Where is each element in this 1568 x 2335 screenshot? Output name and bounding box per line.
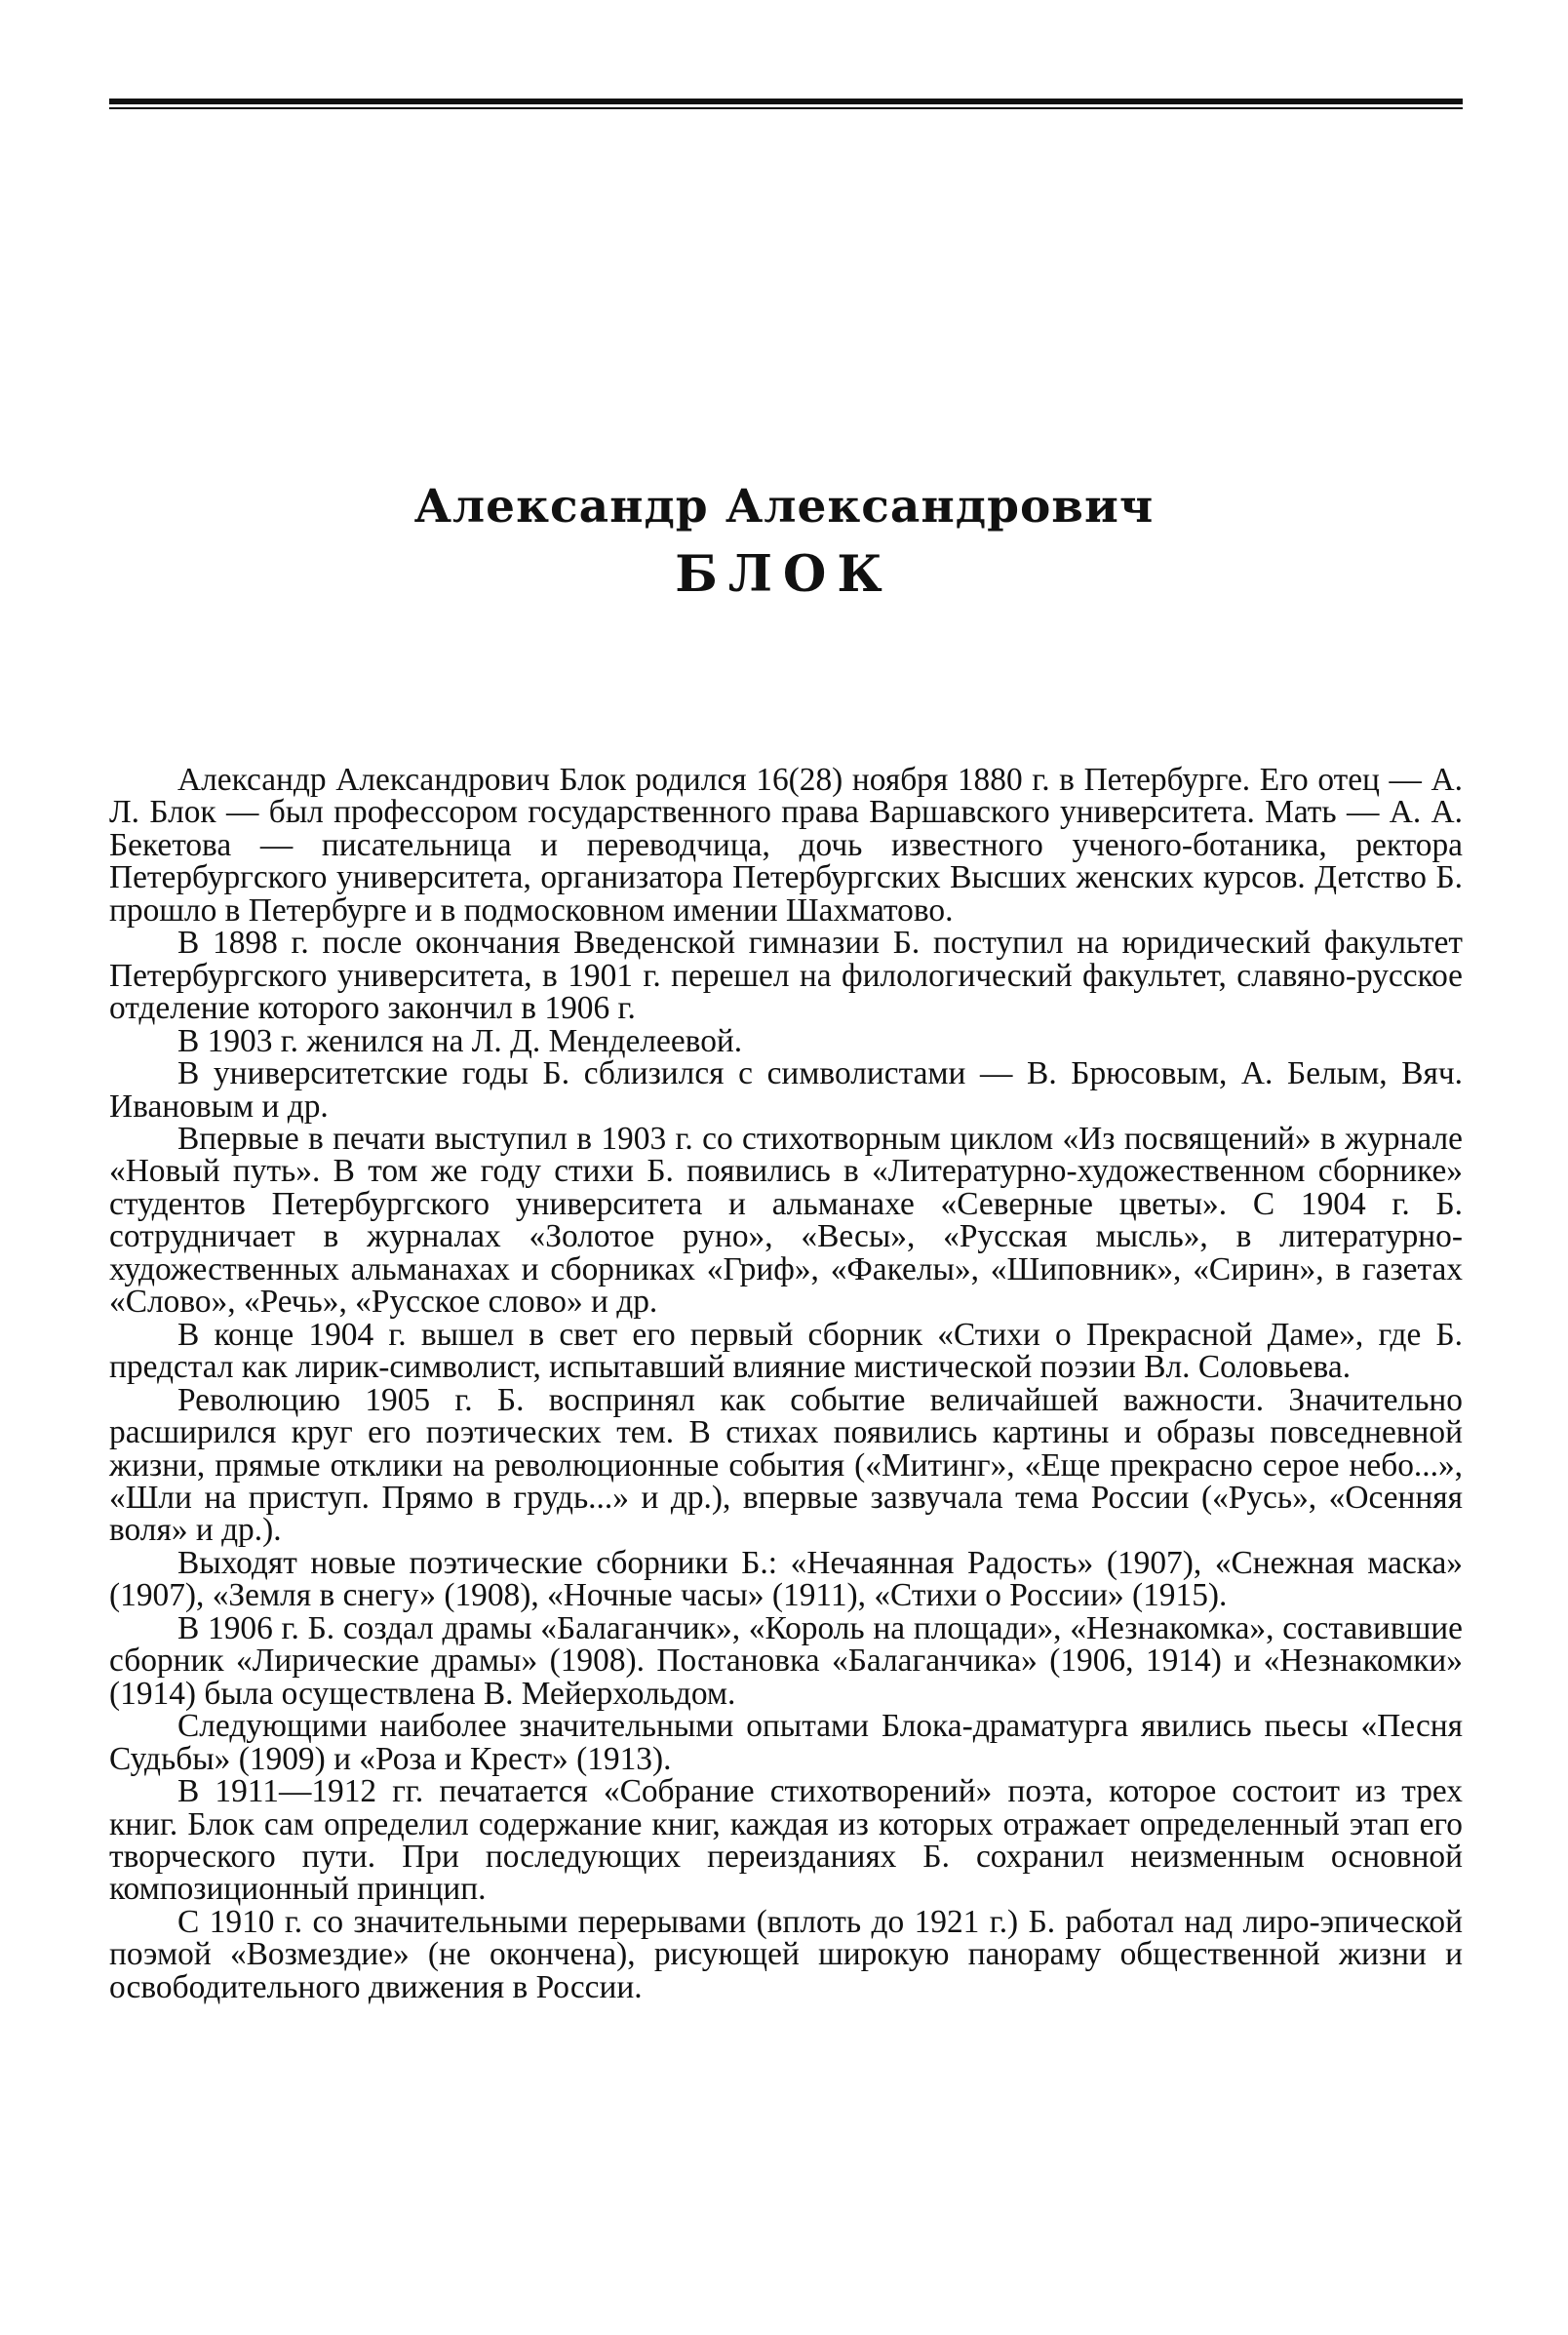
author-surname: БЛОК [675, 545, 893, 604]
paragraph-dramas: В 1906 г. Б. создал драмы «Балаганчик», «Король на площади», «Незнакомка», составившие сборник «Лирические драмы» (1908). Постановка «Балаганчика» (1906, 1914) и «Незнакомки» (1914) была осуществлена В. Мейерхольдом. [109, 1609, 1463, 1712]
author-name: Александр Александрович [413, 480, 1155, 534]
paragraph-plays: Следующими наиболее значительными опытами Блока-драматурга явились пьесы «Песня Судьбы» (1909) и «Роза и Крест» (1913). [109, 1708, 1463, 1777]
paragraph-education: В 1898 г. после окончания Введенской гимназии Б. поступил на юридический факультет Петербургского университета, в 1901 г. перешел на филологический факультет, славяно-русское отделение которого закончил в 1906 г. [109, 925, 1463, 1027]
paragraph-birth: Александр Александрович Блок родился 16(28) ноября 1880 г. в Петербурге. Его отец — А. Л. Блок — был профессором государственного права Варшавского университета. Мать — А. А. Бекетова — писательница и переводчица, дочь известного ученого-ботаника, ректора Петербургского университета, организатора Петербургских Высших женских курсов. Детство Б. прошло в Петербурге и в подмосковном имении Шахматово. [109, 762, 1463, 929]
paragraph-first-publication: Впервые в печати выступил в 1903 г. со стихотворным циклом «Из посвящений» в журнале «Новый путь». В том же году стихи Б. появились в «Литературно-художественном сборнике» студентов Петербургского университета и альманахе «Северные цветы». С 1904 г. Б. сотрудничает в журналах «Золотое руно», «Весы», «Русская мысль», в литературно-художественных альманахах и сборниках «Гриф», «Факелы», «Шиповник», «Сирин», в газетах «Слово», «Речь», «Русское слово» и др. [109, 1120, 1463, 1321]
paragraph-revolution: Революцию 1905 г. Б. воспринял как событие величайшей важности. Значительно расширился круг его поэтических тем. В стихах появились картины и образы повседневной жизни, прямые отклики на революционные события («Митинг», «Еще прекрасно серое небо...», «Шли на приступ. Прямо в грудь...» и др.), впервые зазвучала тема России («Русь», «Осенняя воля» и др.). [109, 1381, 1463, 1549]
paragraph-marriage: В 1903 г. женился на Л. Д. Менделеевой. [177, 1022, 743, 1059]
paragraph-retribution: С 1910 г. со значительными перерывами (вплоть до 1921 г.) Б. работал над лиро-эпической поэмой «Возмездие» (не окончена), рисующей широкую панораму общественной жизни и освободительного движения в России. [109, 1903, 1463, 2005]
biography-title [0, 473, 1568, 610]
paragraph-first-collection: В конце 1904 г. вышел в свет его первый сборник «Стихи о Прекрасной Даме», где Б. предстал как лирик-символист, испытавший влияние мистической поэзии Вл. Соловьева. [109, 1316, 1463, 1386]
header-rule-thick [109, 99, 1463, 104]
header-rule-thin [109, 107, 1463, 109]
paragraph-collected-poems: В 1911—1912 гг. печатается «Собрание стихотворений» поэта, которое состоит из трех книг. Блок сам определил содержание книг, каждая из которых отражает определенный этап его творческого пути. При последующих переизданиях Б. сохранил неизменным основной композиционный принцип. [109, 1773, 1463, 1908]
paragraph-symbolists: В университетские годы Б. сблизился с символистами — В. Брюсовым, А. Белым, Вяч. Ивановым и др. [109, 1055, 1463, 1125]
biography-text [109, 764, 1463, 2003]
paragraph-new-collections: Выходят новые поэтические сборники Б.: «Нечаянная Радость» (1907), «Снежная маска» (1907), «Земля в снегу» (1908), «Ночные часы» (1911), «Стихи о России» (1915). [109, 1544, 1463, 1614]
